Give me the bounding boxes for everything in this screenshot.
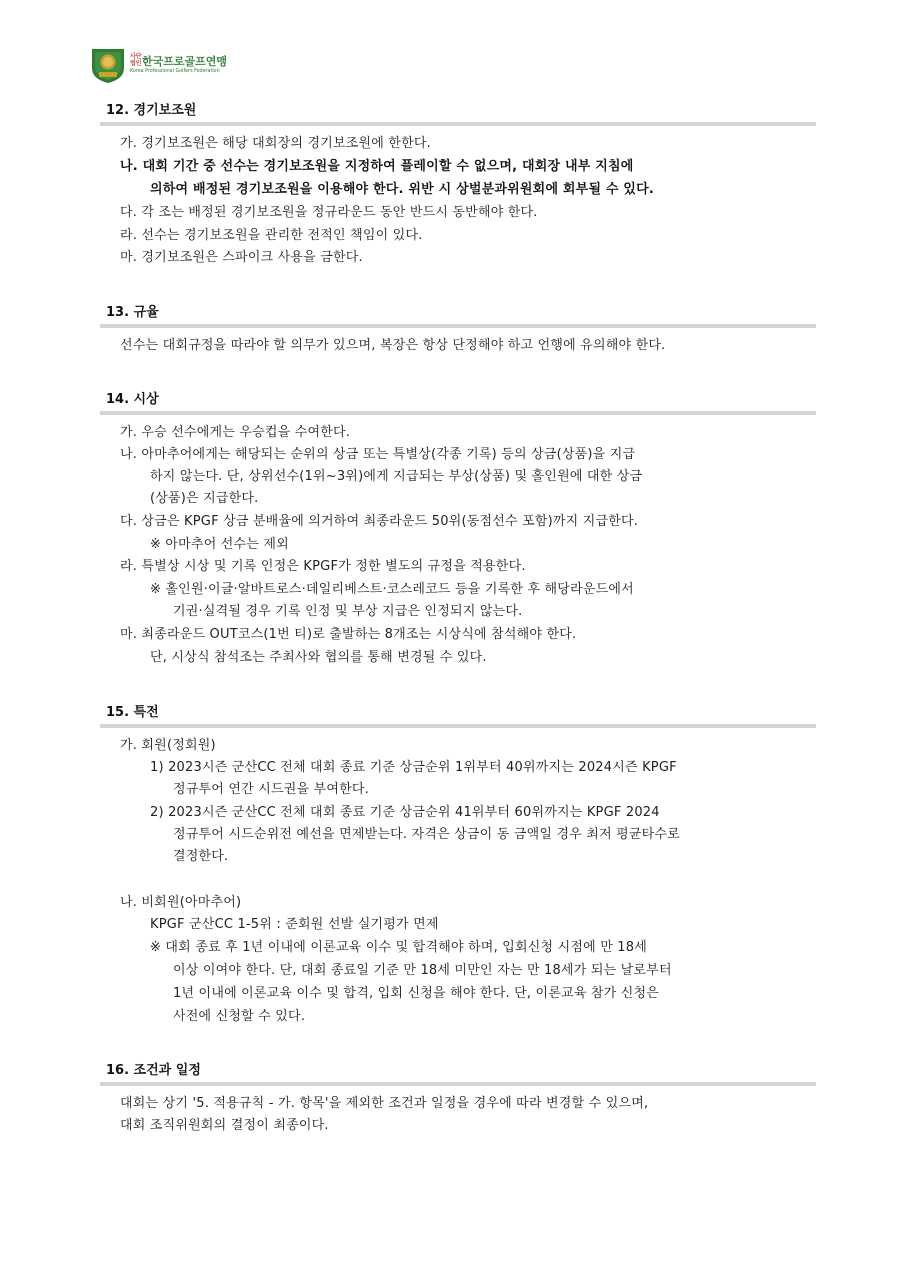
kpgf-logo [90, 46, 250, 86]
section-14 [100, 391, 816, 415]
s15-line-5: 정규투어 시드순위전 예선을 면제받는다. 자격은 상금이 동 금액일 경우 최저 평균타수로 [173, 827, 680, 842]
s14-line-7: 라. 특별상 시상 및 기록 인정은 KPGF가 정한 별도의 규정을 적용한다. [120, 559, 526, 574]
section-divider [100, 1082, 816, 1086]
s15-line-7: 나. 비회원(아마추어) [120, 895, 242, 910]
section-divider [100, 122, 816, 126]
s16-line-2: 대회 조직위원회의 결정이 최종이다. [120, 1118, 329, 1133]
s16-line-1: 대회는 상기 '5. 적용규칙 - 가. 항목'을 제외한 조건과 일정을 경우에 따라 변경할 수 있으며, [120, 1096, 649, 1111]
s15-line-10: 이상 이여야 한다. 단, 대회 종료일 기준 만 18세 미만인 자는 만 18세가 되는 날로부터 [173, 963, 672, 978]
s15-line-4: 2) 2023시즌 군산CC 전체 대회 종료 기준 상금순위 41위부터 60위까지는 KPGF 2024 [150, 805, 660, 820]
s14-line-6: ※ 아마추어 선수는 제외 [150, 537, 289, 552]
section-16 [100, 1062, 816, 1086]
s12-line-6: 마. 경기보조원은 스파이크 사용을 금한다. [120, 250, 363, 265]
s14-line-4: (상품)은 지급한다. [150, 491, 259, 506]
logo-name: 한국프로골프연맹 [142, 55, 228, 68]
s15-line-1: 가. 회원(정회원) [120, 738, 216, 753]
s15-line-12: 사전에 신청할 수 있다. [173, 1009, 306, 1024]
logo-english-name: Korea Professional Golfers Federation [130, 69, 220, 74]
section-divider [100, 411, 816, 415]
section-13 [100, 304, 816, 328]
s12-line-5: 라. 선수는 경기보조원을 관리한 전적인 책임이 있다. [120, 228, 423, 243]
section-15 [100, 704, 816, 728]
s12-line-1: 가. 경기보조원은 해당 대회장의 경기보조원에 한한다. [120, 136, 432, 151]
section-divider [100, 324, 816, 328]
section-title: 16. 조건과 일정 [106, 1063, 201, 1078]
section-title: 14. 시상 [106, 392, 159, 407]
s13-line-1: 선수는 대회규정을 따라야 할 의무가 있으며, 복장은 항상 단정해야 하고 언행에 유의해야 한다. [120, 338, 666, 353]
s14-line-2: 나. 아마추어에게는 해당되는 순위의 상금 또는 특별상(각종 기록) 등의 상금(상품)을 지급 [120, 447, 636, 462]
s12-line-2: 나. 대회 기간 중 선수는 경기보조원을 지정하여 플레이할 수 없으며, 대회장 내부 지침에 [120, 159, 634, 174]
s14-line-9: 기권·실격될 경우 기록 인정 및 부상 지급은 인정되지 않는다. [173, 604, 523, 619]
s14-line-5: 다. 상금은 KPGF 상금 분배율에 의거하여 최종라운드 50위(동점선수 포함)까지 지급한다. [120, 514, 639, 529]
s12-line-4: 다. 각 조는 배정된 경기보조원을 정규라운드 동안 반드시 동반해야 한다. [120, 205, 538, 220]
s14-line-8: ※ 홀인원·이글·알바트로스·데일리베스트·코스레코드 등을 기록한 후 해당라운드에서 [150, 582, 634, 597]
s14-line-11: 단, 시상식 참석조는 주최사와 협의를 통해 변경될 수 있다. [150, 650, 487, 665]
section-title: 12. 경기보조원 [106, 103, 197, 118]
section-12 [100, 102, 816, 126]
s15-line-2: 1) 2023시즌 군산CC 전체 대회 종료 기준 상금순위 1위부터 40위까지는 2024시즌 KPGF [150, 760, 677, 775]
section-title: 15. 특전 [106, 705, 159, 720]
s15-line-9: ※ 대회 종료 후 1년 이내에 이론교육 이수 및 합격해야 하며, 입회신청 시점에 만 18세 [150, 940, 647, 955]
s14-line-3: 하지 않는다. 단, 상위선수(1위~3위)에게 지급되는 부상(상품) 및 홀인원에 대한 상금 [150, 469, 643, 484]
s15-line-8: KPGF 군산CC 1-5위 : 준회원 선발 실기평가 면제 [150, 917, 439, 932]
logo-corporation-text: 사단 법인 [130, 53, 142, 67]
s14-line-1: 가. 우승 선수에게는 우승컵을 수여한다. [120, 425, 351, 440]
section-divider [100, 724, 816, 728]
s14-line-10: 마. 최종라운드 OUT코스(1번 티)로 출발하는 8개조는 시상식에 참석해야 한다. [120, 627, 577, 642]
s15-line-11: 1년 이내에 이론교육 이수 및 합격, 입회 신청을 해야 한다. 단, 이론교육 참가 신청은 [173, 986, 660, 1001]
s15-line-6: 결정한다. [173, 849, 229, 864]
s12-line-3: 의하여 배정된 경기보조원을 이용해야 한다. 위반 시 상벌분과위원회에 회부될 수 있다. [150, 182, 655, 197]
s15-line-3: 정규투어 연간 시드권을 부여한다. [173, 782, 369, 797]
shield-emblem-icon [90, 46, 126, 84]
section-title: 13. 규율 [106, 305, 159, 320]
